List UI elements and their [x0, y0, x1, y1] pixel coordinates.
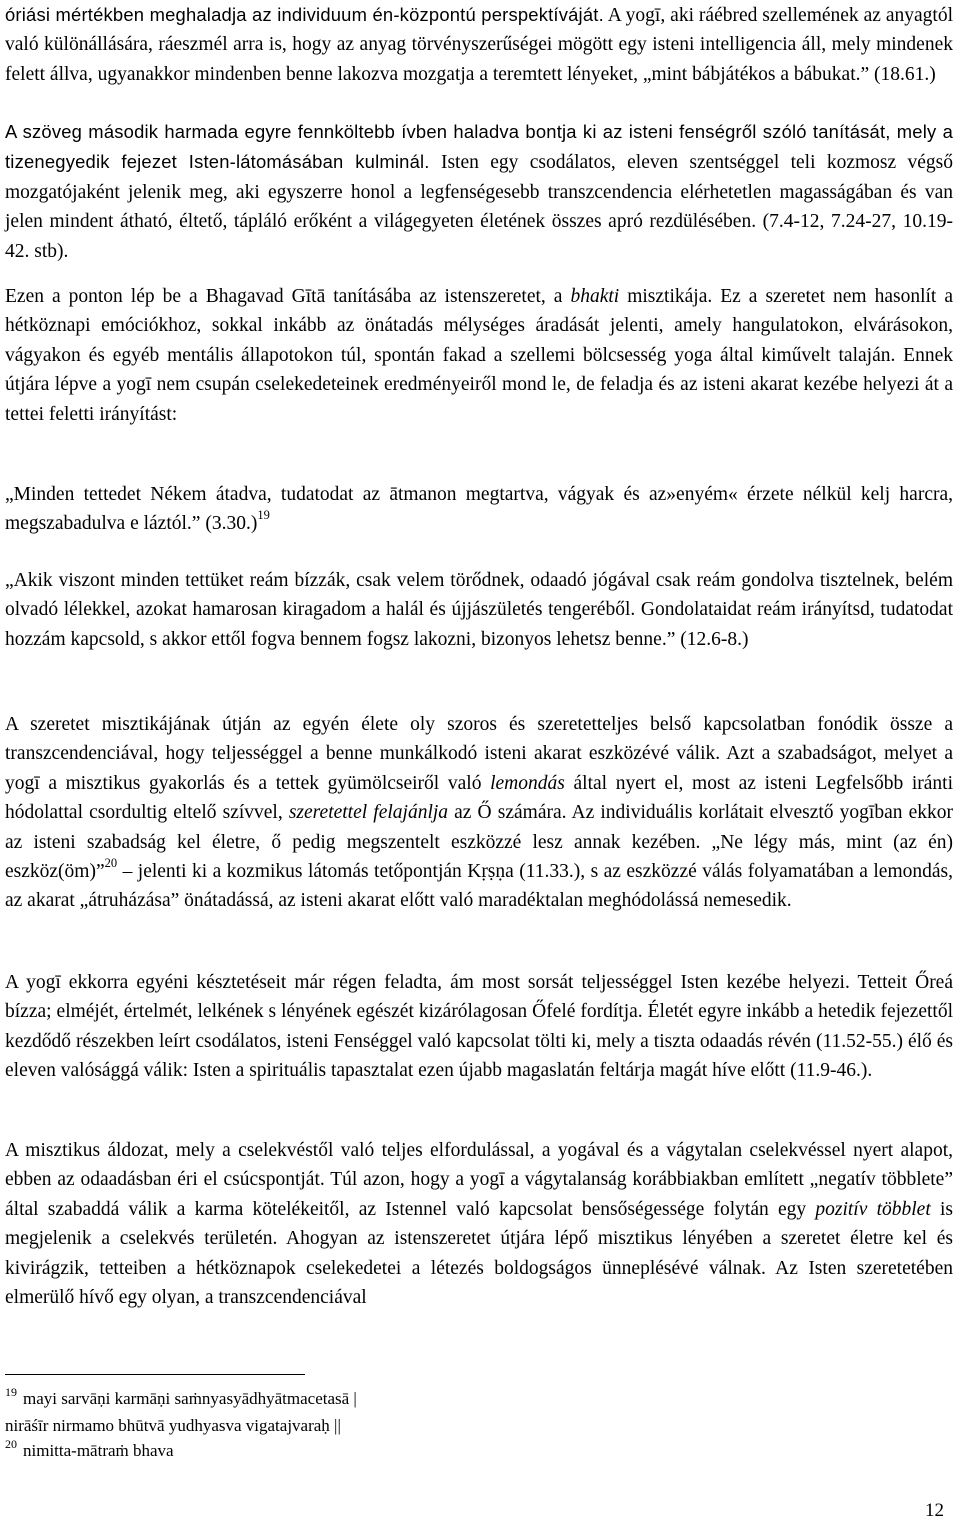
- footnote-20: [5, 1438, 705, 1465]
- paragraph-1-text: A yogī, aki ráébred szellemének az anyagtól való különállására, ráeszmél arra is, hogy az anyag törvényszerűségei mögött egy isteni intelligencia áll, mely mindenek felett állva, ugyanakkor mindenben benne lakozva mozgatja a teremtett lényeket, „mint bábjátékos a bábukat.” (18.61.): [5, 5, 953, 85]
- paragraph-5: [5, 968, 953, 1086]
- paragraph-4-text-3: az Ő számára. Az individuális korlátait elvesztő yogīban ekkor az isteni szabadság kel életre, ő pedig megszentelt eszközzé lesz annak kezében. „Ne légy más, mint (az én) eszköz(öm)”: [5, 802, 953, 883]
- paragraph-4-text-4: – jelenti ki a kozmikus látomás tetőpontján Kṛṣṇa (11.33.), s az eszközzé válás folyamatában a lemondás, az akarat „átruházása” önátadássá, az isteni akarat előtt való maradéktalan meghódolássá nemesedik.: [5, 861, 953, 912]
- bhakti-term: bhakti: [570, 286, 620, 307]
- paragraph-6-text-2: is megjelenik a cselekvés területén. Ahogyan az istenszeretet útjára lépő misztikus lényében a szeretet életre kel és kivirágzik, tetteiben a hétköznapok cselekedetei a létezés boldogságos ünneplésévé válnak. Az Isten szeretetében elmerülő hívő egy olyan, a transzcendenciával: [5, 1198, 953, 1309]
- paragraph-5-text: A yogī ekkorra egyéni késztetéseit már régen feladta, ám most sorsát teljességgel Isten kezébe helyezi. Tetteit Őreá bízza; elméjét, értelmét, lelkének s lényének egészét kizárólagosan Őfelé fordítja. Életét egyre inkább a hetedik fejezettől kezdődő részekben leírt csodálatos, isteni Fenséggel való kapcsolat tölti ki, mely a tiszta odaadás révén (11.52-55.) élő és eleven valósággá válik: Isten a spirituális tapasztalat ezen újabb magaslatán feltárja magát híve előtt (11.9-46.).: [5, 972, 953, 1082]
- quote-1-text: „Minden tettedet Nékem átadva, tudatodat az ātmanon megtartva, vágyak és az»enyém« érzete nélkül kelj harcra, megszabadulva e láztól.” (3.30.): [5, 484, 953, 535]
- paragraph-2: [5, 117, 953, 266]
- paragraph-4: [5, 710, 953, 916]
- paragraph-3-before: Ezen a ponton lép be a Bhagavad Gītā tanításába az istenszeretet, a: [5, 286, 571, 307]
- footnote-separator: [5, 1374, 305, 1375]
- footnote-20-line-1: nimitta-mātraṁ bhava: [23, 1441, 174, 1460]
- paragraph-3: [5, 282, 953, 429]
- footnote-19-line-1: mayi sarvāṇi karmāṇi saṁnyasyādhyātmacetasā |: [23, 1389, 357, 1408]
- footnote-19: [5, 1386, 705, 1413]
- quote-1: [5, 480, 953, 539]
- paragraph-1-intro: óriási mértékben meghaladja az individuum én-központú perspektíváját.: [5, 4, 604, 25]
- footnote-19-line-2: nirāśīr nirmamo bhūtvā yudhyasva vigatajvaraḥ ||: [5, 1416, 341, 1435]
- footnote-19-line-2-row: [5, 1413, 705, 1438]
- paragraph-6-text-1: A misztikus áldozat, mely a cselekvéstől való teljes elfordulással, a yogával és a vágytalan cselekvéssel nyert alapot, ebben az odaadásban éri el csúcspontját. Túl azon, hogy a yogī a vágytalanság korábbiakban említett „negatív többlete” által szabaddá válik a karma kötelékeitől, az Istennel való kapcsolat bensőségessége folytán egy: [5, 1140, 953, 1220]
- paragraph-4-text-1: A szeretet misztikájának útján az egyén élete oly szoros és szeretetteljes belső kapcsolatban fonódik össze a transzcendenciával, hogy teljességgel a benne munkálkodó isteni akarat eszközévé válik. Azt a szabadságot, melyet a yogī a misztikus gyakorlás és a tettek gyümölcseiről való: [5, 714, 953, 794]
- paragraph-4-text-2: által nyert el, most az isteni Legfelsőbb iránti hódolattal csordultig ​eltelő szívvel,: [5, 772, 954, 824]
- paragraph-2-sans-text: A szöveg második harmada egyre fennköltebb ívben haladva bontja ki az isteni fenségről szóló tanítását, mely a tizenegyedik fejezet Isten-látomásában kulminál.: [5, 121, 953, 173]
- footnote-ref-19: 19: [257, 507, 270, 522]
- footnote-19-mark: 19: [5, 1385, 17, 1399]
- paragraph-1: [5, 0, 953, 89]
- paragraph-2-serif-text: Isten egy csodálatos, eleven szentséggel teli kozmosz végső mozgatójaként jelenik meg, aki egyszerre honol a legfenségesebb transzcendencia elérhetetlen magasságában és van jelen mindent átható, éltető, tápláló erőként a világegyeten életének összes apró rezdülésében. (7.4-12, 7.24-27, 10.19-42. stb).: [5, 152, 953, 262]
- footnote-20-mark: 20: [5, 1437, 17, 1451]
- paragraph-3-after: misztikája. Ez a szeretet nem hasonlít a hétköznapi emóciókhoz, sokkal inkább az önátadás mélységes áradását jelenti, amely hangulatokon, elvárásokon, vágyakon és egyéb mentális állapotokon túl, spontán fakad a szellemi bölcsesség yoga által kiművelt talaján. Ennek útjára lépve a yogī nem csupán cselekedeteinek eredményeiről mond le, de feladja és az isteni akarat kezébe helyezi át a tettei feletti irányítást:: [5, 286, 953, 425]
- lemondas-term: lemondás: [490, 772, 565, 794]
- footnotes: [5, 1386, 705, 1465]
- footnote-ref-20: 20: [104, 855, 118, 870]
- paragraph-6: [5, 1136, 953, 1312]
- pozitiv-tobblet-term: pozitív többlet: [815, 1198, 931, 1220]
- quote-2: [5, 566, 953, 654]
- szeretettel-felajanlja-term: szeretettel felajánlja: [288, 802, 449, 824]
- page-number: 12: [925, 1500, 944, 1521]
- quote-2-text: „Akik viszont minden tettüket reám bízzák, csak velem törődnek, odaadó jógával csak reám gondolva tisztelnek, belém olvadó lélekkel, azokat hamarosan kiragadom a halál és újjászületés tengeréből. Gondolataidat reám irányítsd, tudatodat hozzám kapcsold, s akkor ettől fogva bennem fogsz lakozni, bizonyos lehetsz benne.” (12.6-8.): [5, 570, 953, 650]
